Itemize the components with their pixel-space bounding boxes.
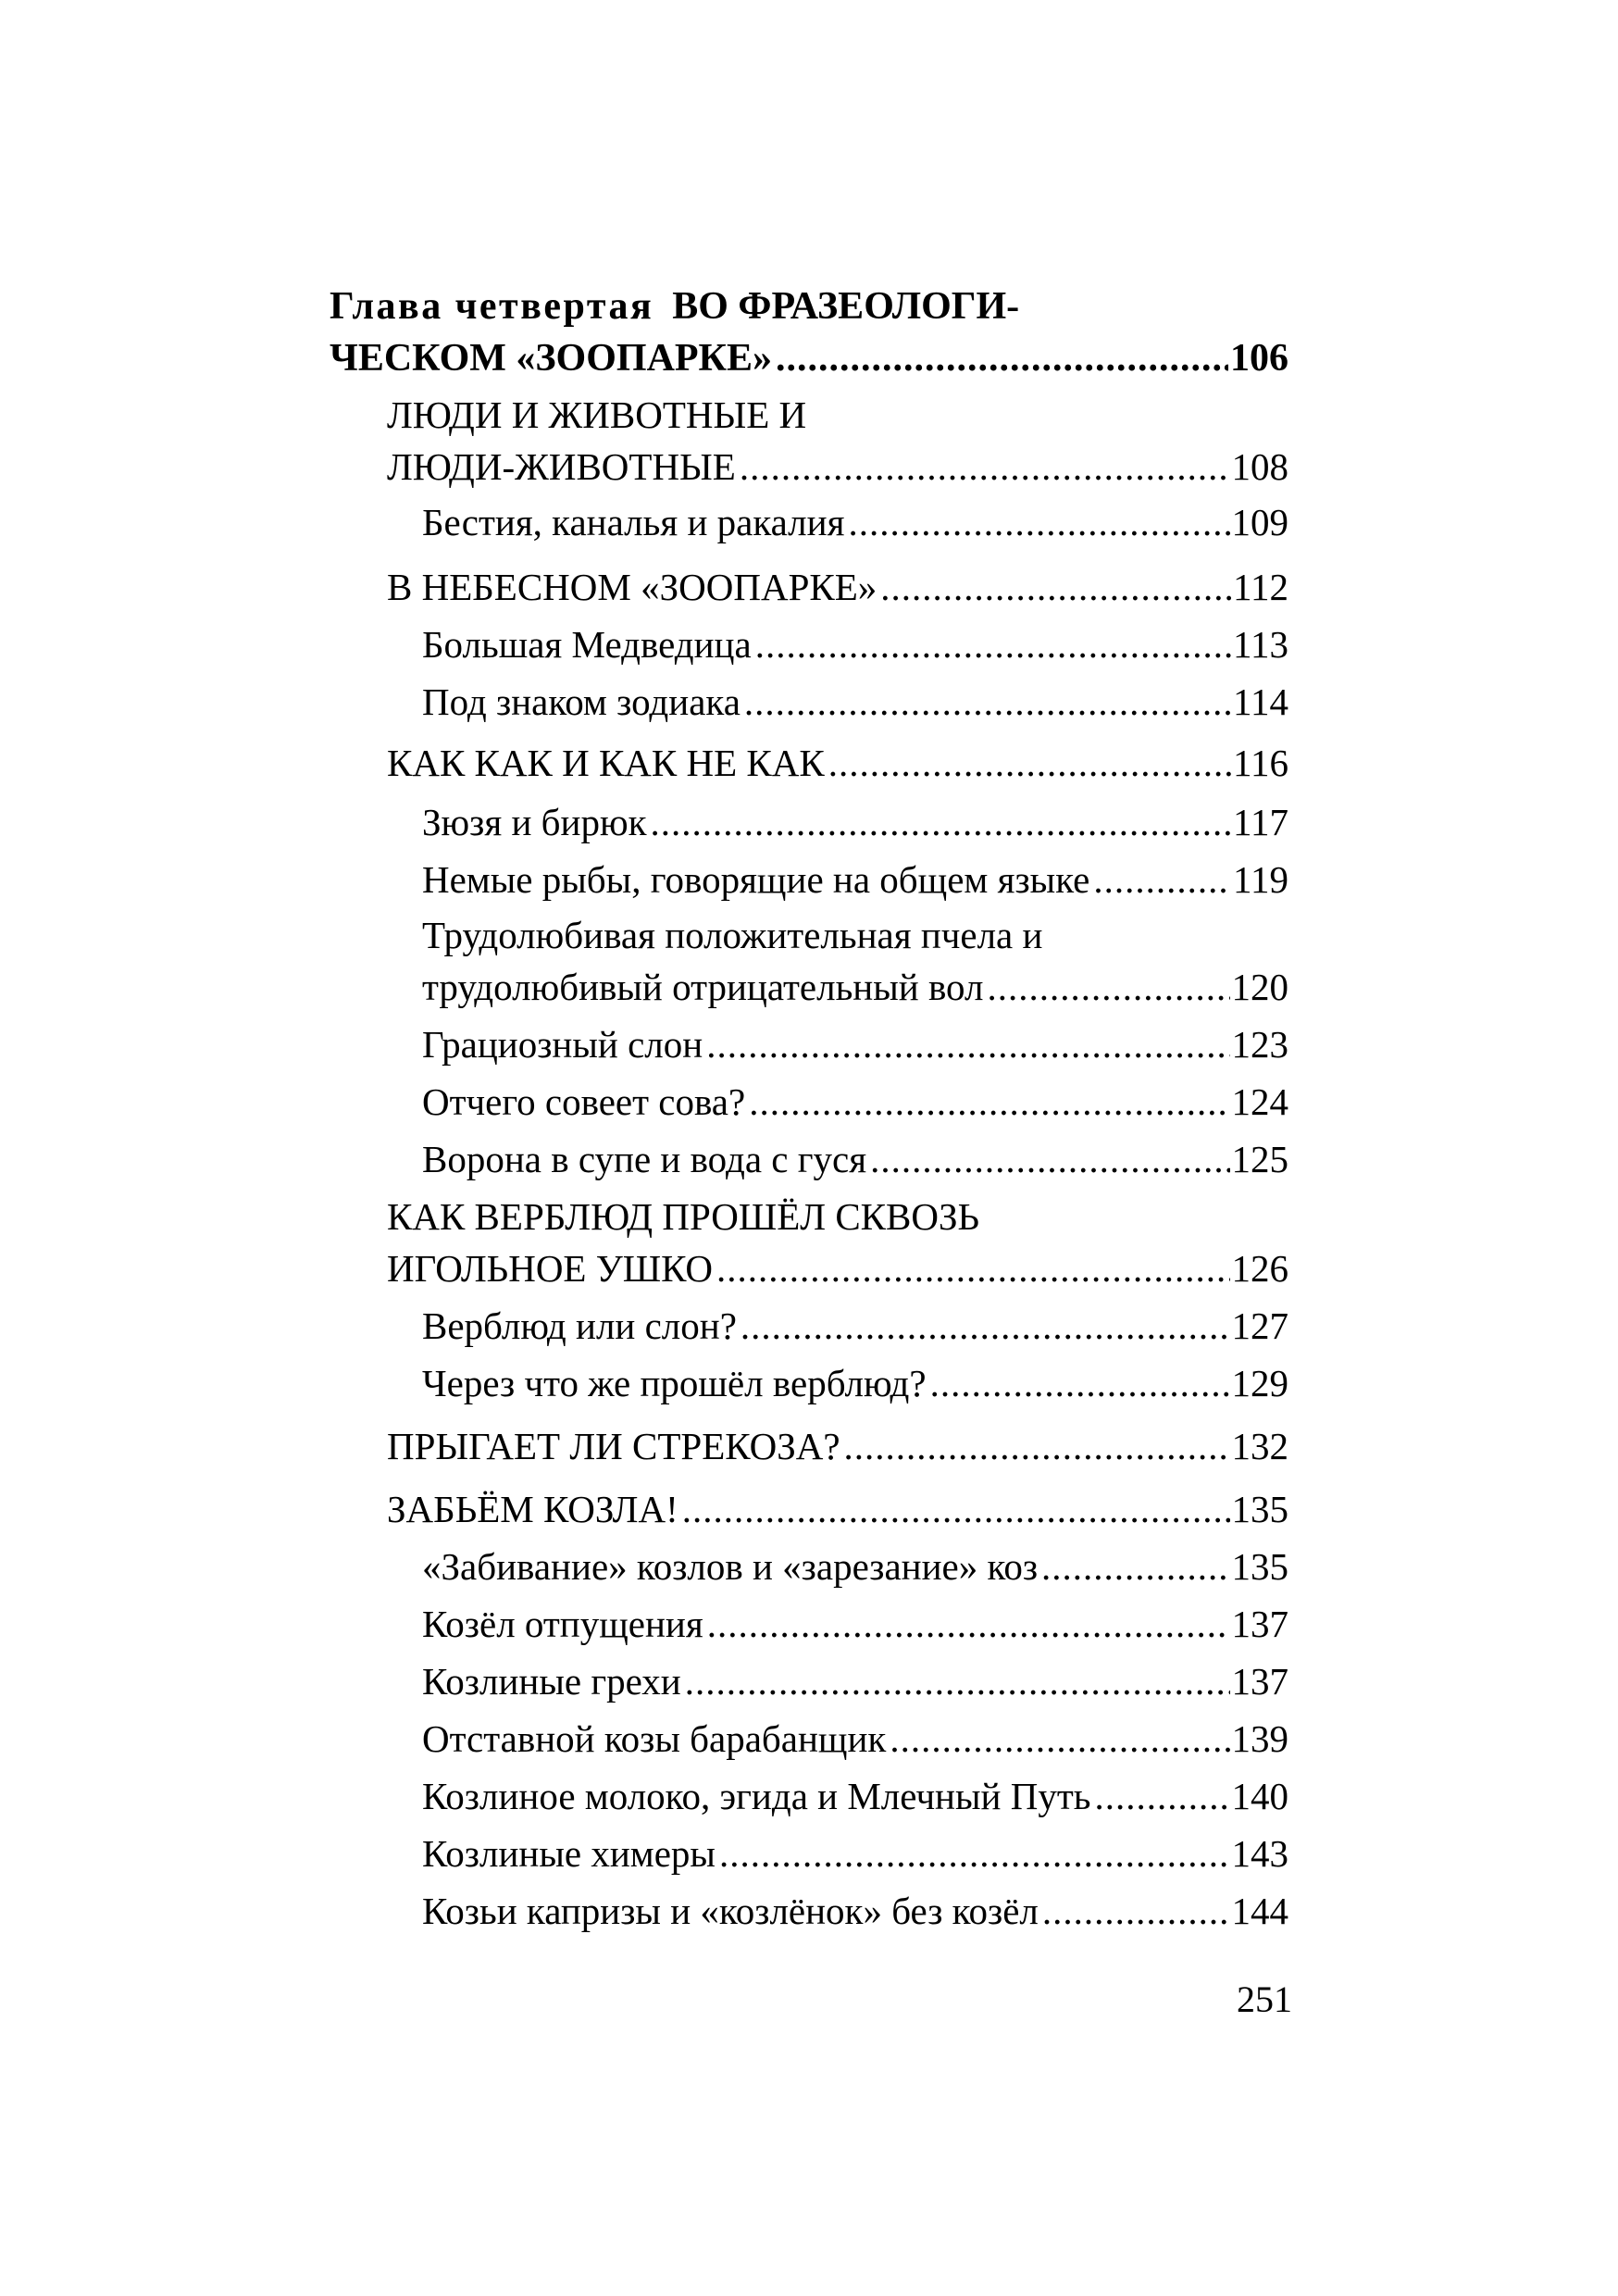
toc-entry-page: 127 — [1231, 1304, 1288, 1347]
toc-entry-page: 135 — [1231, 1545, 1288, 1588]
toc-entry-page: 114 — [1233, 680, 1288, 723]
dot-leader — [987, 968, 1229, 1006]
toc-entry — [387, 445, 1288, 488]
toc-entry-page: 123 — [1231, 1023, 1288, 1066]
chapter-title-line2: ЧЕСКОМ «ЗООПАРКЕ» — [330, 337, 773, 380]
toc-entry-page: 137 — [1231, 1603, 1288, 1645]
toc-entry-text: Зюзя и бирюк — [422, 801, 647, 843]
toc-entry-page: 139 — [1231, 1717, 1288, 1760]
dot-leader — [1041, 1548, 1229, 1586]
toc-entry-text: ЛЮДИ И ЖИВОТНЫЕ И — [387, 393, 807, 436]
toc-entry-text: Козёл отпущения — [422, 1603, 703, 1645]
toc-entry-text: Грациозный слон — [422, 1023, 703, 1066]
toc-entry — [422, 1605, 1288, 1643]
toc-entry — [422, 623, 1288, 666]
toc-entry-text: КАК ВЕРБЛЮД ПРОШЁЛ СКВОЗЬ — [387, 1195, 980, 1238]
toc-entry-line1 — [422, 914, 1288, 956]
dot-leader — [749, 1083, 1229, 1121]
dot-leader — [848, 504, 1229, 542]
toc-entry — [422, 1023, 1288, 1066]
toc-entry — [422, 1138, 1288, 1180]
toc-entry-text: Бестия, каналья и ракалия — [422, 501, 845, 543]
dot-leader — [685, 1663, 1230, 1701]
toc-entry — [422, 1545, 1288, 1588]
toc-entry-text: ПРЫГАЕТ ЛИ СТРЕКОЗА? — [387, 1425, 840, 1467]
toc-entry — [387, 1247, 1288, 1290]
toc-entry — [387, 1488, 1288, 1530]
toc-entry — [422, 1775, 1288, 1817]
toc-entry-page: 109 — [1231, 501, 1288, 543]
chapter-label: Глава четвертая — [330, 285, 654, 328]
toc-entry-page: 124 — [1231, 1080, 1288, 1123]
toc-entry — [422, 1304, 1288, 1347]
dot-leader — [744, 683, 1231, 721]
toc-entry-text: ЛЮДИ-ЖИВОТНЫЕ — [387, 445, 736, 488]
toc-entry-page: 116 — [1233, 742, 1288, 784]
toc-entry-text: Отчего совеет сова? — [422, 1080, 746, 1123]
toc-entry-page: 143 — [1231, 1832, 1288, 1875]
dot-leader — [828, 744, 1231, 782]
toc-entry-page: 144 — [1231, 1890, 1288, 1932]
toc-entry — [422, 801, 1288, 843]
dot-leader — [719, 1835, 1230, 1873]
dot-leader — [651, 804, 1231, 842]
dot-leader — [1042, 1892, 1230, 1930]
dot-leader — [706, 1026, 1229, 1064]
toc-entry-page: 126 — [1231, 1247, 1288, 1290]
dot-leader — [880, 568, 1231, 606]
dot-leader — [707, 1605, 1230, 1643]
toc-entry-text: КАК КАК И КАК НЕ КАК — [387, 742, 825, 784]
toc-entry — [422, 1660, 1288, 1703]
dot-leader — [890, 1720, 1229, 1758]
toc-entry-text: Трудолюбивая положительная пчела и — [422, 914, 1043, 956]
toc-entry-page: 129 — [1231, 1362, 1288, 1404]
toc-entry-page: 113 — [1233, 623, 1288, 666]
toc-entry-page: 120 — [1231, 966, 1288, 1008]
toc-entry-text: Ворона в супе и вода с гуся — [422, 1138, 867, 1180]
toc-entry — [387, 744, 1288, 782]
toc-entry — [422, 1832, 1288, 1875]
dot-leader — [1094, 1778, 1229, 1816]
toc-entry-page: 140 — [1231, 1775, 1288, 1817]
chapter-heading-line1 — [330, 287, 1288, 326]
toc-entry — [422, 1080, 1288, 1123]
toc-entry-text: Отставной козы барабанщик — [422, 1717, 887, 1760]
toc-entry-page: 119 — [1233, 858, 1288, 901]
toc-entry — [422, 680, 1288, 723]
toc-entry — [422, 1717, 1288, 1760]
toc-entry-text: Немые рыбы, говорящие на общем языке — [422, 858, 1090, 901]
toc-entry-text: ИГОЛЬНОЕ УШКО — [387, 1247, 714, 1290]
toc-entry-page: 112 — [1233, 566, 1288, 608]
dot-leader — [740, 448, 1230, 486]
toc-entry — [422, 1362, 1288, 1404]
toc-entry-line1 — [387, 393, 1288, 436]
toc-entry-text: Через что же прошёл верблюд? — [422, 1362, 927, 1404]
page-number: 251 — [1237, 1978, 1292, 2020]
toc-entry-text: Козлиные грехи — [422, 1660, 681, 1703]
dot-leader — [716, 1250, 1229, 1288]
dot-leader — [930, 1365, 1230, 1403]
toc-entry-text: «Забивание» козлов и «зарезание» коз — [422, 1545, 1039, 1588]
chapter-title-line1: ВО ФРАЗЕОЛОГИ- — [672, 285, 1020, 328]
toc-entry — [422, 1892, 1288, 1930]
toc-entry-text: ЗАБЬЁМ КОЗЛА! — [387, 1488, 678, 1530]
toc-entry-line1 — [387, 1195, 1288, 1238]
toc-entry-page: 108 — [1231, 445, 1288, 488]
toc-entry-page: 137 — [1231, 1660, 1288, 1703]
toc-entry-text: Верблюд или слон? — [422, 1304, 737, 1347]
toc-entry — [422, 501, 1288, 543]
toc-entry — [422, 858, 1288, 901]
dot-leader — [741, 1307, 1230, 1345]
toc-entry-text: Под знаком зодиака — [422, 680, 741, 723]
toc-entry-page: 135 — [1231, 1488, 1288, 1530]
dot-leader — [776, 339, 1228, 378]
toc-entry-text: трудолюбивый отрицательный вол — [422, 966, 984, 1008]
dot-leader — [755, 626, 1231, 664]
dot-leader — [844, 1428, 1230, 1466]
toc-entry-text: Козьи капризы и «козлёнок» без козёл — [422, 1890, 1039, 1932]
dot-leader — [682, 1491, 1230, 1529]
toc-entry-text: Козлиные химеры — [422, 1832, 716, 1875]
toc-entry-page: 132 — [1231, 1425, 1288, 1467]
toc-entry-page: 125 — [1231, 1138, 1288, 1180]
toc-entry-text: Козлиное молоко, эгида и Млечный Путь — [422, 1775, 1091, 1817]
chapter-page-number: 106 — [1230, 337, 1288, 380]
toc-entry — [387, 568, 1288, 606]
dot-leader — [1093, 861, 1231, 899]
toc-entry-page: 117 — [1233, 801, 1288, 843]
toc-entry-text: Большая Медведица — [422, 623, 752, 666]
dot-leader — [870, 1141, 1229, 1179]
toc-entry — [387, 1425, 1288, 1467]
toc-entry-text: В НЕБЕСНОМ «ЗООПАРКЕ» — [387, 566, 877, 608]
toc-entry — [422, 968, 1288, 1006]
chapter-heading-line2 — [330, 339, 1288, 378]
